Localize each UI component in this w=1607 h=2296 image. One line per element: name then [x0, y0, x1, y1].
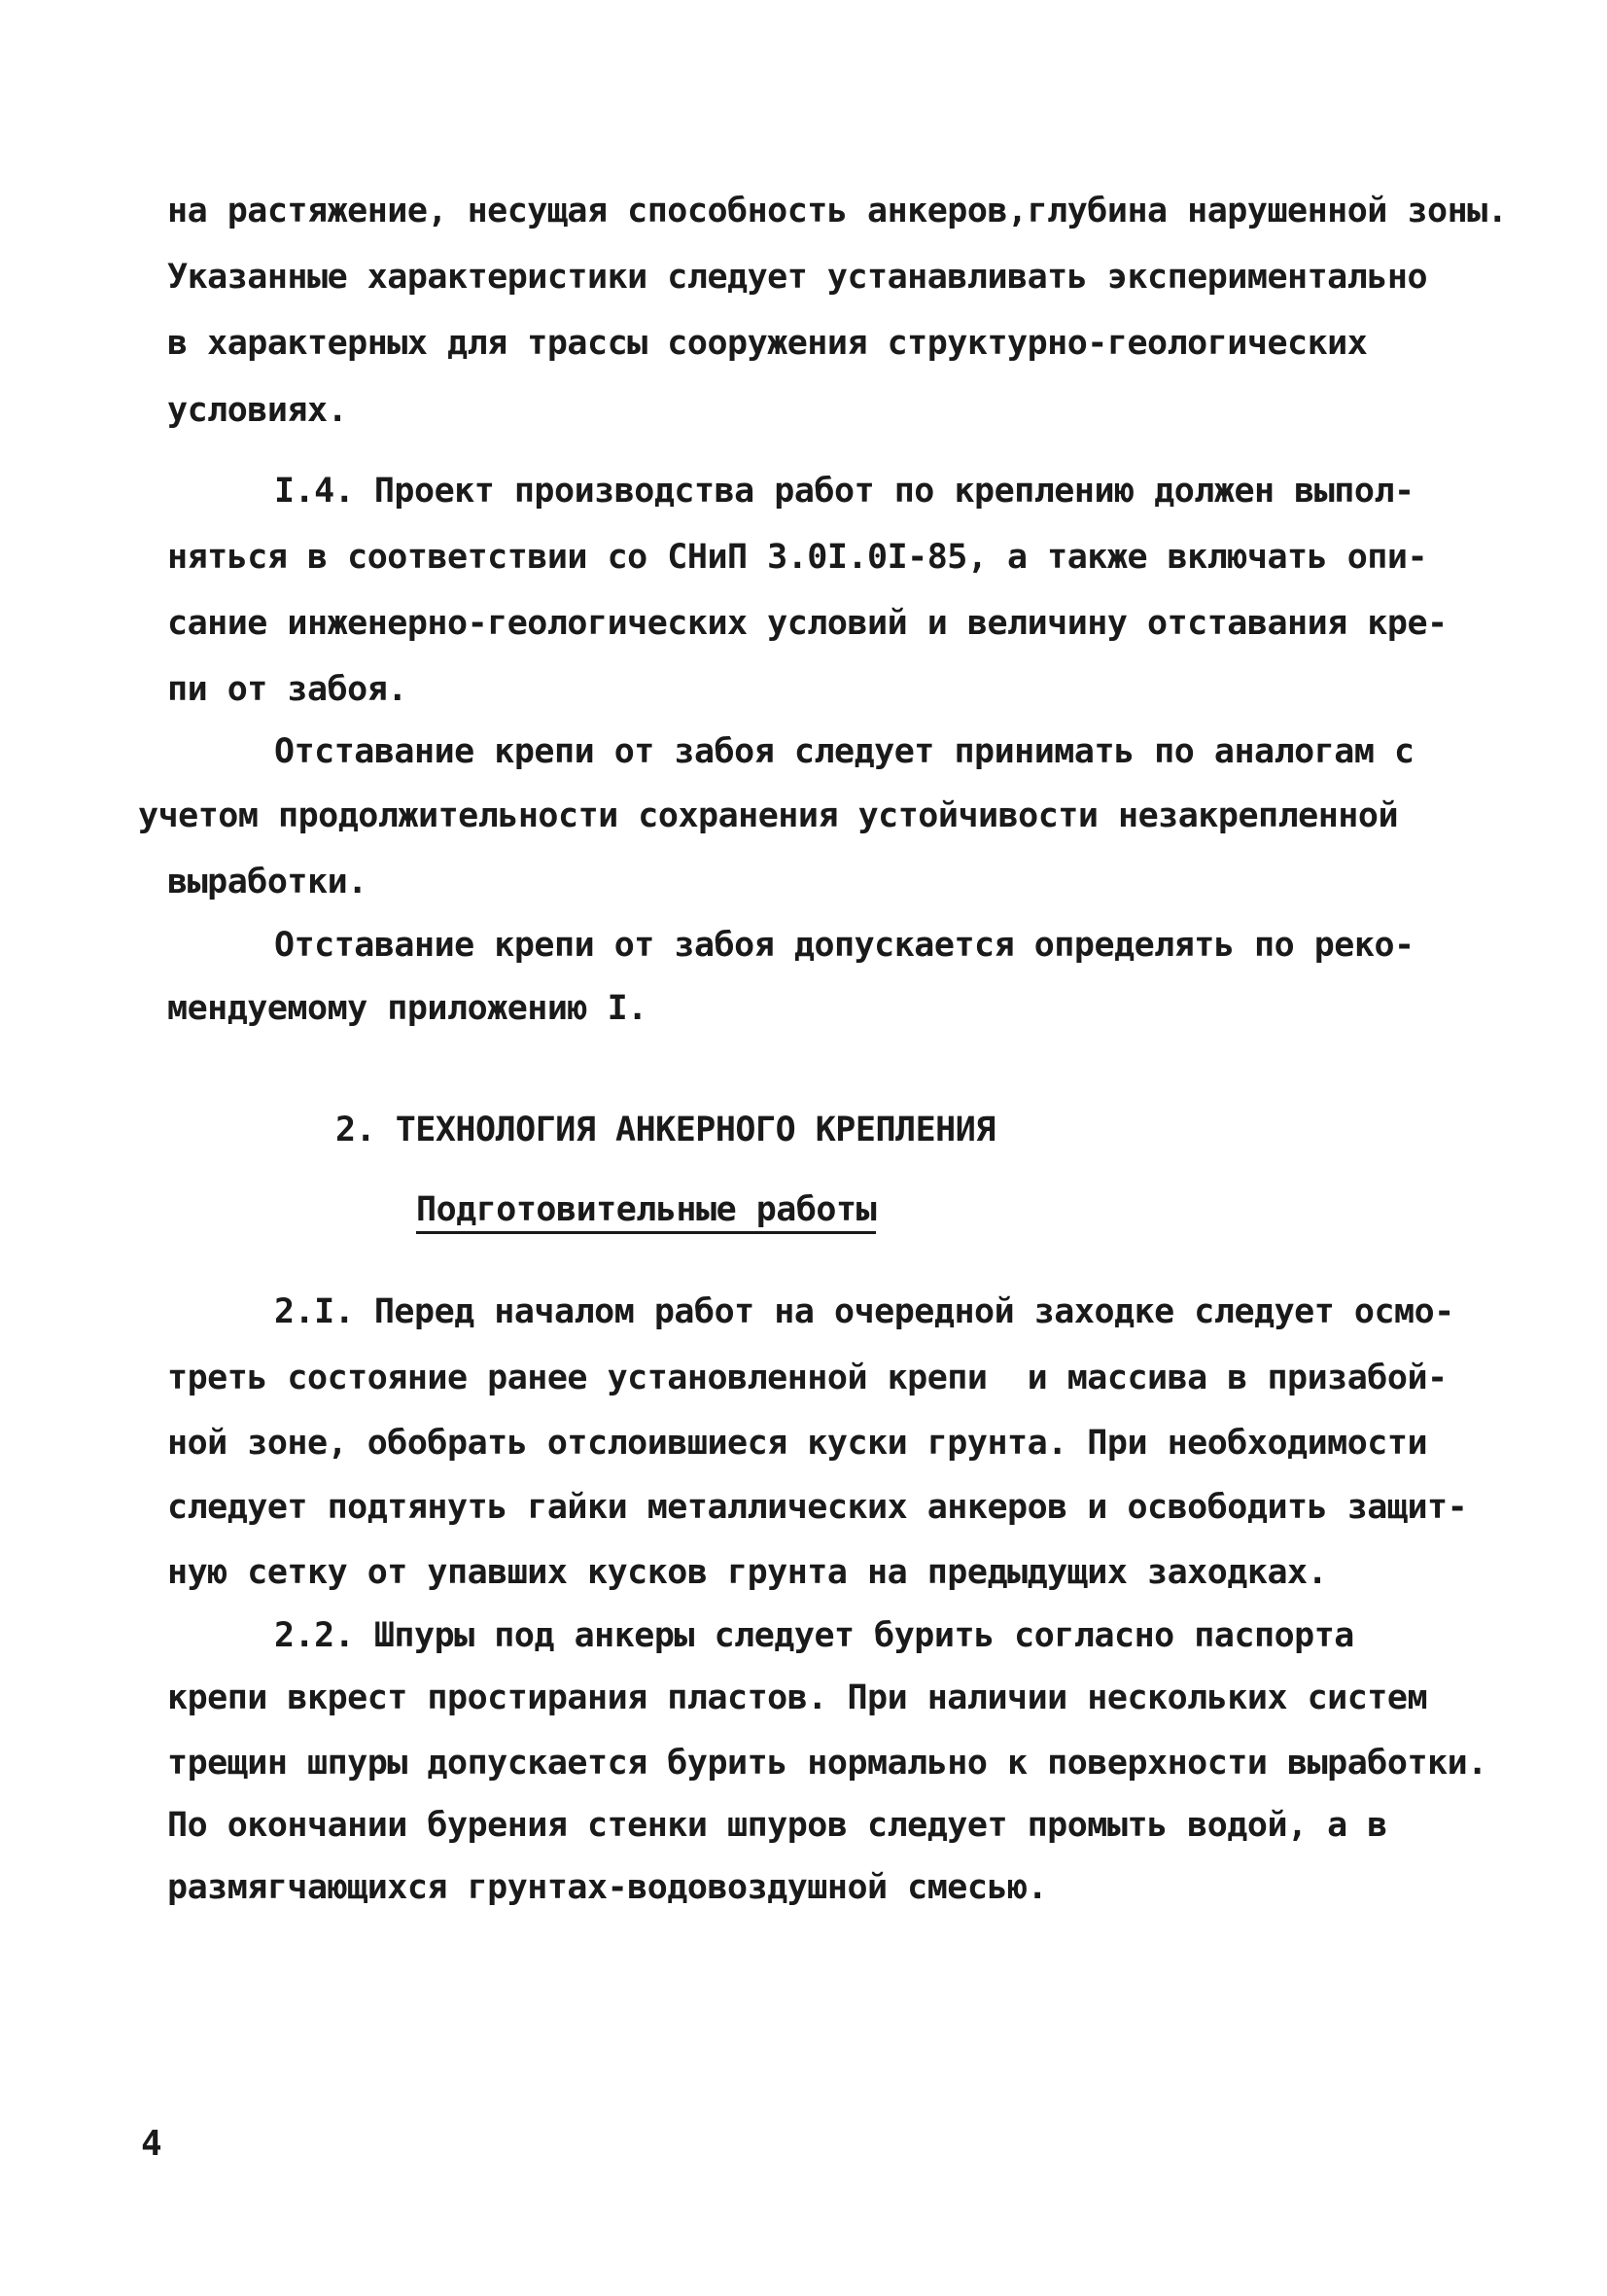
paragraph-line: I.4. Проект производства работ по креплению должен выпол- [274, 472, 1415, 511]
paragraph-line: учетом продолжительности сохранения устойчивости незакрепленной [138, 796, 1399, 835]
page-number: 4 [141, 2124, 162, 2164]
paragraph-line: в характерных для трассы сооружения структурно-геологических [167, 324, 1368, 363]
paragraph-line: трещин шпуры допускается бурить нормально к поверхности выработки. [167, 1744, 1487, 1783]
paragraph-line: 2.I. Перед началом работ на очередной заходке следует осмо- [274, 1292, 1454, 1331]
paragraph-line: размягчающихся грунтах-водовоздушной смесью. [167, 1868, 1048, 1907]
paragraph-line: пи от забоя. [167, 670, 407, 709]
subsection-heading: Подготовительные работы [416, 1193, 876, 1234]
paragraph-line: выработки. [167, 863, 367, 901]
paragraph-line: треть состояние ранее установленной крепи и массива в призабой- [167, 1359, 1448, 1397]
paragraph-line: следует подтянуть гайки металлических анкеров и освободить защит- [167, 1488, 1468, 1527]
section-heading: 2. ТЕХНОЛОГИЯ АНКЕРНОГО КРЕПЛЕНИЯ [335, 1111, 996, 1149]
paragraph-line: Отставание крепи от забоя следует принимать по аналогам с [274, 732, 1415, 771]
paragraph-line: на растяжение, несущая способность анкеров,глубина нарушенной зоны. [167, 192, 1508, 230]
paragraph-line: ную сетку от упавших кусков грунта на предыдущих заходках. [167, 1553, 1328, 1592]
paragraph-line: сание инженерно-геологических условий и величину отставания кре- [167, 604, 1448, 643]
paragraph-line: мендуемому приложению I. [167, 989, 647, 1028]
paragraph-line: 2.2. Шпуры под анкеры следует бурить согласно паспорта [274, 1616, 1354, 1655]
paragraph-line: Указанные характеристики следует устанавливать экспериментально [167, 258, 1428, 297]
paragraph-line: няться в соответствии со СНиП 3.0I.0I-85, а также включать опи- [167, 538, 1428, 577]
paragraph-line: ной зоне, обобрать отслоившиеся куски грунта. При необходимости [167, 1424, 1428, 1463]
paragraph-line: крепи вкрест простирания пластов. При наличии нескольких систем [167, 1678, 1428, 1717]
paragraph-line: условиях. [167, 391, 348, 430]
paragraph-line: По окончании бурения стенки шпуров следует промыть водой, а в [167, 1806, 1387, 1845]
paragraph-line: Отставание крепи от забоя допускается определять по реко- [274, 926, 1415, 965]
